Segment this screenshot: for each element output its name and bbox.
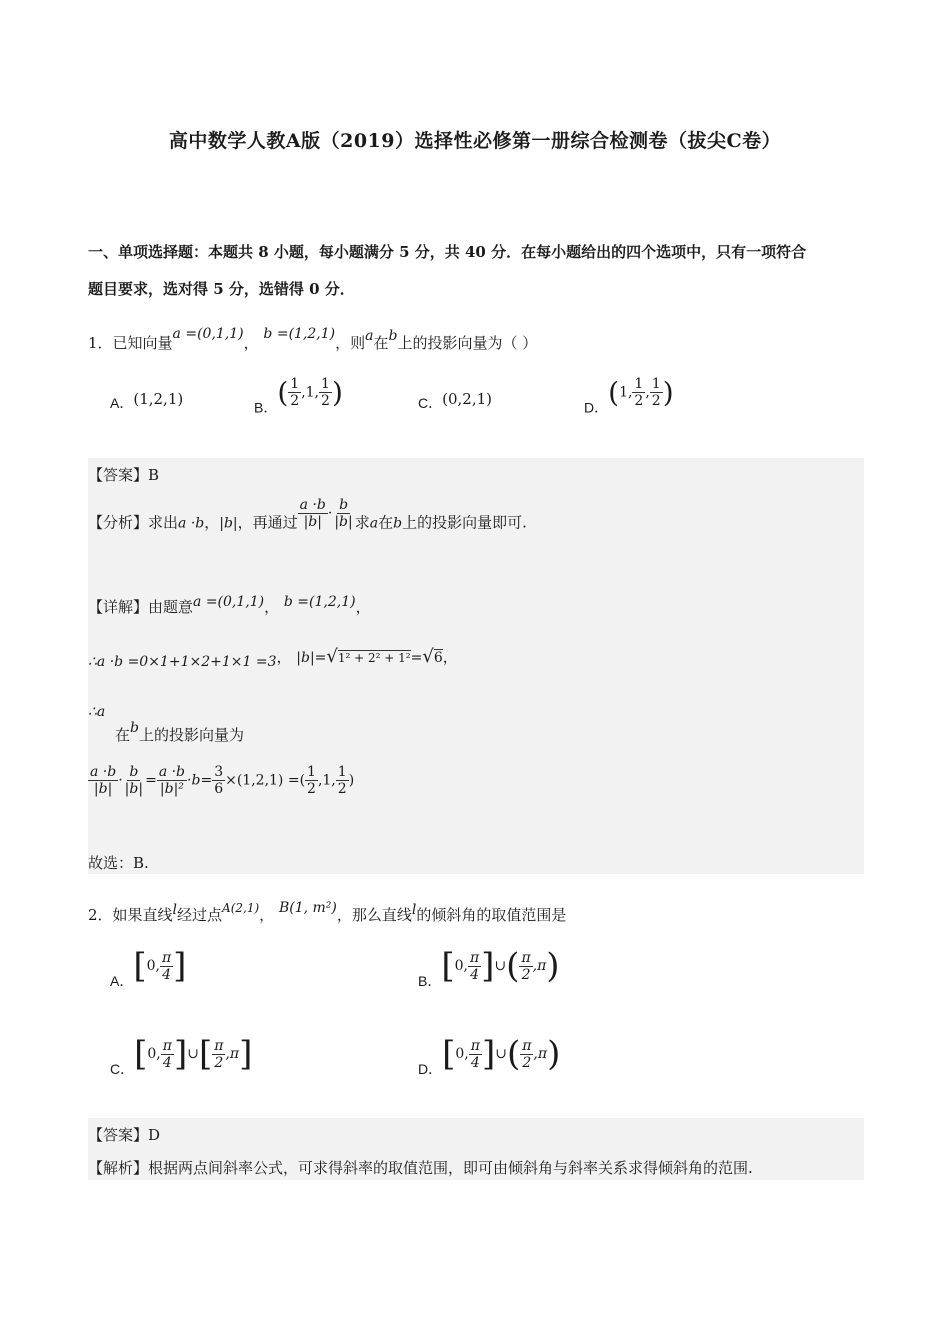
answer-2: 【答案】D bbox=[88, 1126, 161, 1144]
detail-1: 【详解】由题意a =(0,1,1)， b =(1,2,1)， bbox=[88, 594, 371, 616]
q2-option-b[interactable]: B．[0, $\frac{\pi}{4}$ ]∪( $\frac{\pi}{2}$ ,π) bbox=[418, 946, 560, 989]
page-title: 高中数学人教A版（2019）选择性必修第一册综合检测卷（拔尖C卷） bbox=[168, 130, 782, 152]
q1-option-d[interactable]: D．(1, $\frac{1}{2}$ , $\frac{1}{2}$ ) bbox=[584, 376, 674, 416]
question-1: 1．已知向量a =(0,1,1)， b =(1,2,1)，则a在b上的投影向量为（ ） bbox=[88, 326, 538, 352]
final-calc: $\frac{a \cdot b}{|b|}$ · $\frac{b}{|b|}$ = $\frac{a \cdot b}{\text{|b|²}}$ ·b= $\frac{3}{6}$ ×(1,2,1) =( $\frac{1}{2}$ ,1, $\frac{1}{2}$ ) bbox=[90, 764, 355, 797]
analysis-1: 【分析】求出a ·b，|b|，再通过 $\frac{a \cdot b}{|b|}$ · $\frac{b}{|b|}$ 求a在b上的投影向量即可. bbox=[88, 497, 527, 532]
section-header-line1: 一、单项选择题：本题共 8 小题，每小题满分 5 分，共 40 分．在每小题给出的四个选项中，只有一项符合 bbox=[88, 243, 807, 261]
section-header-line2: 题目要求，选对得 5 分，选错得 0 分． bbox=[88, 280, 355, 298]
conclusion-1: 故选：B. bbox=[88, 854, 149, 872]
answer-1: 【答案】B bbox=[88, 466, 160, 484]
q2-option-d[interactable]: D．[0, $\frac{\pi}{4}$ ]∪( $\frac{\pi}{2}$ ,π) bbox=[418, 1034, 561, 1077]
q1-option-a[interactable]: A．(1,2,1) bbox=[110, 390, 184, 411]
q1-option-c[interactable]: C．(0,2,1) bbox=[418, 390, 492, 411]
proj-line-text: 在b上的投影向量为 bbox=[115, 720, 244, 744]
question-2: 2．如果直线l经过点$^{A(2,1)}$， B(1, m²)，那么直线l的倾斜角的取值范围是 bbox=[88, 900, 567, 924]
proj-line: ∴a bbox=[88, 704, 106, 720]
calc-line-1: ∴a ·b =0×1+1×2+1×1 =3， |b|=√1² + 2² + 1²=√6， bbox=[88, 646, 458, 670]
q2-option-a[interactable]: A．[0, $\frac{\pi}{4}$ ] bbox=[110, 946, 187, 989]
analysis-2: 【解析】根据两点间斜率公式，可求得斜率的取值范围，即可由倾斜角与斜率关系求得倾斜角的范围. bbox=[88, 1159, 753, 1177]
q2-option-c[interactable]: C．[0, $\frac{\pi}{4}$ ]∪[ $\frac{\pi}{2}$ ,π] bbox=[110, 1034, 253, 1077]
q1-option-b[interactable]: B．( $\frac{1}{2}$ ,1, $\frac{1}{2}$ ) bbox=[254, 376, 343, 416]
